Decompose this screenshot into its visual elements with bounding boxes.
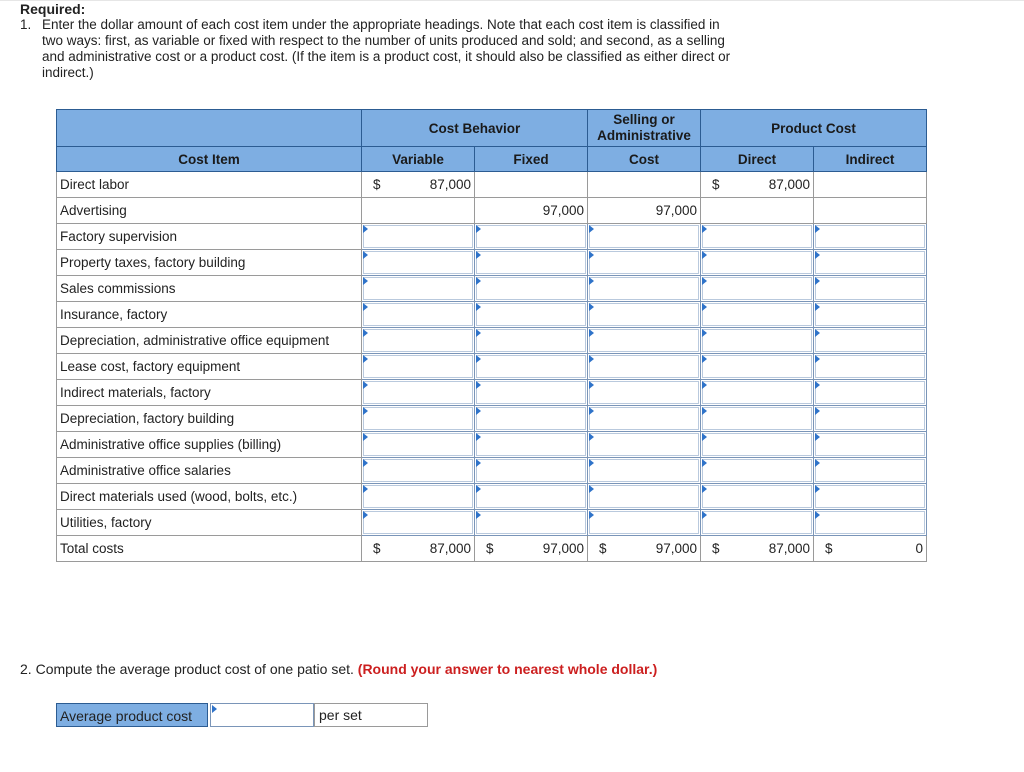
input-indirect[interactable] bbox=[814, 510, 927, 536]
input-box[interactable] bbox=[815, 225, 925, 248]
input-box[interactable] bbox=[363, 251, 473, 274]
cell-variable bbox=[362, 172, 475, 198]
table-row bbox=[57, 432, 927, 458]
row-label: Administrative office supplies (billing) bbox=[57, 432, 362, 458]
input-selling[interactable] bbox=[588, 250, 701, 276]
cell-selling bbox=[588, 198, 701, 224]
cell-direct bbox=[701, 198, 814, 224]
input-box[interactable] bbox=[589, 459, 699, 482]
total-fixed bbox=[475, 536, 588, 562]
input-fixed[interactable] bbox=[475, 380, 588, 406]
average-product-cost-input[interactable] bbox=[210, 703, 314, 727]
input-fixed[interactable] bbox=[475, 276, 588, 302]
header-cost-behavior: Cost Behavior bbox=[362, 110, 588, 147]
row-label: Depreciation, administrative office equipment bbox=[57, 328, 362, 354]
input-selling[interactable] bbox=[588, 224, 701, 250]
table-row bbox=[57, 276, 927, 302]
input-fixed[interactable] bbox=[475, 484, 588, 510]
input-variable[interactable] bbox=[362, 432, 475, 458]
input-indirect[interactable] bbox=[814, 458, 927, 484]
dollar-sign: $ bbox=[373, 541, 381, 556]
input-box[interactable] bbox=[476, 433, 586, 456]
total-direct bbox=[701, 536, 814, 562]
input-indirect[interactable] bbox=[814, 224, 927, 250]
total-value: 97,000 bbox=[542, 541, 584, 556]
input-box[interactable] bbox=[589, 225, 699, 248]
input-variable[interactable] bbox=[362, 406, 475, 432]
question-1-text: Enter the dollar amount of each cost item under the appropriate headings. Note that each cost item is classified in two ways: first, as variable or fixed with respect to the number of units produced and sold; and second, as a selling and administrative cost or a product cost. (If the item is a product cost, it should also be classified as either direct or indirect.) bbox=[42, 17, 731, 80]
input-box[interactable] bbox=[702, 459, 812, 482]
table-row bbox=[57, 302, 927, 328]
input-box[interactable] bbox=[476, 511, 586, 534]
row-label: Indirect materials, factory bbox=[57, 380, 362, 406]
input-box[interactable] bbox=[702, 277, 812, 300]
total-value: 87,000 bbox=[768, 541, 810, 556]
table-row bbox=[57, 484, 927, 510]
question-2-instruction: (Round your answer to nearest whole dollar.) bbox=[357, 661, 658, 677]
input-indirect[interactable] bbox=[814, 250, 927, 276]
input-box[interactable] bbox=[815, 407, 925, 430]
input-fixed[interactable] bbox=[475, 224, 588, 250]
dollar-sign: $ bbox=[825, 541, 833, 556]
col-fixed: Fixed bbox=[475, 147, 588, 172]
question-2-number: 2. bbox=[20, 661, 32, 677]
top-divider bbox=[0, 0, 1024, 1]
input-box[interactable] bbox=[815, 511, 925, 534]
dollar-sign: $ bbox=[373, 177, 381, 192]
input-fixed[interactable] bbox=[475, 458, 588, 484]
dollar-sign: $ bbox=[712, 541, 720, 556]
input-box[interactable] bbox=[363, 459, 473, 482]
table-row bbox=[57, 224, 927, 250]
row-label: Factory supervision bbox=[57, 224, 362, 250]
input-variable[interactable] bbox=[362, 380, 475, 406]
input-selling[interactable] bbox=[588, 302, 701, 328]
input-box[interactable] bbox=[589, 433, 699, 456]
input-box[interactable] bbox=[702, 303, 812, 326]
input-indirect[interactable] bbox=[814, 276, 927, 302]
input-variable[interactable] bbox=[362, 224, 475, 250]
input-fixed[interactable] bbox=[475, 406, 588, 432]
table-row bbox=[57, 406, 927, 432]
row-label: Advertising bbox=[57, 198, 362, 224]
input-box[interactable] bbox=[815, 277, 925, 300]
cell-indirect bbox=[814, 198, 927, 224]
average-product-cost-label: Average product cost bbox=[56, 703, 208, 727]
input-box[interactable] bbox=[363, 355, 473, 378]
input-indirect[interactable] bbox=[814, 380, 927, 406]
input-direct[interactable] bbox=[701, 328, 814, 354]
input-box[interactable] bbox=[476, 355, 586, 378]
table-row bbox=[57, 510, 927, 536]
question-2 bbox=[20, 661, 657, 677]
input-box[interactable] bbox=[815, 355, 925, 378]
input-box[interactable] bbox=[815, 433, 925, 456]
input-indirect[interactable] bbox=[814, 328, 927, 354]
input-box[interactable] bbox=[589, 329, 699, 352]
input-box[interactable] bbox=[815, 485, 925, 508]
total-selling bbox=[588, 536, 701, 562]
cell-value: 87,000 bbox=[429, 177, 471, 192]
input-direct[interactable] bbox=[701, 354, 814, 380]
cell-value: 87,000 bbox=[768, 177, 810, 192]
input-selling[interactable] bbox=[588, 276, 701, 302]
input-box[interactable] bbox=[589, 485, 699, 508]
dollar-sign: $ bbox=[599, 541, 607, 556]
input-direct[interactable] bbox=[701, 484, 814, 510]
total-variable bbox=[362, 536, 475, 562]
input-fixed[interactable] bbox=[475, 354, 588, 380]
input-box[interactable] bbox=[363, 303, 473, 326]
total-value: 87,000 bbox=[429, 541, 471, 556]
col-selling-cost: Cost bbox=[588, 147, 701, 172]
row-label: Lease cost, factory equipment bbox=[57, 354, 362, 380]
input-direct[interactable] bbox=[701, 510, 814, 536]
input-box[interactable] bbox=[476, 485, 586, 508]
input-box[interactable] bbox=[476, 251, 586, 274]
input-box[interactable] bbox=[363, 225, 473, 248]
input-box[interactable] bbox=[476, 459, 586, 482]
input-box[interactable] bbox=[815, 329, 925, 352]
input-box[interactable] bbox=[363, 407, 473, 430]
input-box[interactable] bbox=[702, 329, 812, 352]
input-variable[interactable] bbox=[362, 302, 475, 328]
input-box[interactable] bbox=[702, 251, 812, 274]
input-direct[interactable] bbox=[701, 250, 814, 276]
table-row bbox=[57, 250, 927, 276]
input-box[interactable] bbox=[589, 251, 699, 274]
input-box[interactable] bbox=[702, 511, 812, 534]
input-box[interactable] bbox=[476, 225, 586, 248]
input-direct[interactable] bbox=[701, 458, 814, 484]
col-variable: Variable bbox=[362, 147, 475, 172]
totals-label: Total costs bbox=[57, 536, 362, 562]
input-box[interactable] bbox=[589, 381, 699, 404]
input-box[interactable] bbox=[476, 381, 586, 404]
required-heading: Required: bbox=[20, 1, 86, 17]
input-fixed[interactable] bbox=[475, 302, 588, 328]
input-variable[interactable] bbox=[362, 484, 475, 510]
total-value: 0 bbox=[915, 541, 923, 556]
input-box[interactable] bbox=[589, 407, 699, 430]
row-label: Direct labor bbox=[57, 172, 362, 198]
input-box[interactable] bbox=[476, 329, 586, 352]
input-box[interactable] bbox=[702, 433, 812, 456]
input-indirect[interactable] bbox=[814, 484, 927, 510]
input-direct[interactable] bbox=[701, 276, 814, 302]
table-row bbox=[57, 198, 927, 224]
question-1 bbox=[20, 17, 740, 81]
input-direct[interactable] bbox=[701, 432, 814, 458]
col-direct: Direct bbox=[701, 147, 814, 172]
input-direct[interactable] bbox=[701, 380, 814, 406]
cell-selling bbox=[588, 172, 701, 198]
input-variable[interactable] bbox=[362, 458, 475, 484]
input-box[interactable] bbox=[363, 277, 473, 300]
row-label: Administrative office salaries bbox=[57, 458, 362, 484]
header-blank bbox=[57, 110, 362, 147]
dollar-sign: $ bbox=[712, 177, 720, 192]
header-selling-admin: Selling or Administrative bbox=[588, 110, 701, 147]
input-box[interactable] bbox=[363, 329, 473, 352]
input-selling[interactable] bbox=[588, 432, 701, 458]
input-box[interactable] bbox=[702, 407, 812, 430]
input-indirect[interactable] bbox=[814, 406, 927, 432]
col-cost-item: Cost Item bbox=[57, 147, 362, 172]
input-fixed[interactable] bbox=[475, 510, 588, 536]
table-row bbox=[57, 172, 927, 198]
cell-fixed bbox=[475, 198, 588, 224]
input-selling[interactable] bbox=[588, 406, 701, 432]
input-box[interactable] bbox=[815, 303, 925, 326]
input-box[interactable] bbox=[476, 277, 586, 300]
input-indirect[interactable] bbox=[814, 432, 927, 458]
question-2-text: Compute the average product cost of one patio set. bbox=[35, 661, 354, 677]
input-selling[interactable] bbox=[588, 380, 701, 406]
cost-classification-table bbox=[56, 109, 927, 562]
input-box[interactable] bbox=[589, 303, 699, 326]
input-box[interactable] bbox=[702, 485, 812, 508]
table-row bbox=[57, 328, 927, 354]
input-box[interactable] bbox=[476, 303, 586, 326]
input-selling[interactable] bbox=[588, 328, 701, 354]
cell-fixed bbox=[475, 172, 588, 198]
input-box[interactable] bbox=[363, 511, 473, 534]
input-fixed[interactable] bbox=[475, 328, 588, 354]
input-selling[interactable] bbox=[588, 458, 701, 484]
input-selling[interactable] bbox=[588, 354, 701, 380]
input-indirect[interactable] bbox=[814, 302, 927, 328]
table-row bbox=[57, 380, 927, 406]
input-direct[interactable] bbox=[701, 224, 814, 250]
input-fixed[interactable] bbox=[475, 432, 588, 458]
input-indirect[interactable] bbox=[814, 354, 927, 380]
cell-indirect bbox=[814, 172, 927, 198]
input-box[interactable] bbox=[815, 459, 925, 482]
input-direct[interactable] bbox=[701, 406, 814, 432]
input-variable[interactable] bbox=[362, 276, 475, 302]
input-box[interactable] bbox=[702, 225, 812, 248]
row-label: Utilities, factory bbox=[57, 510, 362, 536]
row-label: Sales commissions bbox=[57, 276, 362, 302]
row-label: Direct materials used (wood, bolts, etc.) bbox=[57, 484, 362, 510]
input-box[interactable] bbox=[589, 277, 699, 300]
input-fixed[interactable] bbox=[475, 250, 588, 276]
total-indirect bbox=[814, 536, 927, 562]
input-box[interactable] bbox=[363, 381, 473, 404]
cell-value: 97,000 bbox=[655, 203, 697, 218]
table-row bbox=[57, 458, 927, 484]
input-variable[interactable] bbox=[362, 250, 475, 276]
input-selling[interactable] bbox=[588, 484, 701, 510]
totals-row bbox=[57, 536, 927, 562]
header-product-cost: Product Cost bbox=[701, 110, 927, 147]
input-variable[interactable] bbox=[362, 354, 475, 380]
input-box[interactable] bbox=[476, 407, 586, 430]
input-box[interactable] bbox=[702, 355, 812, 378]
input-box[interactable] bbox=[589, 355, 699, 378]
per-set-unit: per set bbox=[314, 703, 428, 727]
question-1-number: 1. bbox=[20, 17, 32, 32]
row-label: Insurance, factory bbox=[57, 302, 362, 328]
row-label: Property taxes, factory building bbox=[57, 250, 362, 276]
input-variable[interactable] bbox=[362, 510, 475, 536]
row-label: Depreciation, factory building bbox=[57, 406, 362, 432]
cell-variable bbox=[362, 198, 475, 224]
cell-direct bbox=[701, 172, 814, 198]
input-box[interactable] bbox=[363, 433, 473, 456]
input-box[interactable] bbox=[702, 381, 812, 404]
cell-value: 97,000 bbox=[542, 203, 584, 218]
input-selling[interactable] bbox=[588, 510, 701, 536]
input-box[interactable] bbox=[589, 511, 699, 534]
dollar-sign: $ bbox=[486, 541, 494, 556]
input-variable[interactable] bbox=[362, 328, 475, 354]
col-indirect: Indirect bbox=[814, 147, 927, 172]
total-value: 97,000 bbox=[655, 541, 697, 556]
input-box[interactable] bbox=[363, 485, 473, 508]
table-row bbox=[57, 354, 927, 380]
input-box[interactable] bbox=[815, 251, 925, 274]
input-direct[interactable] bbox=[701, 302, 814, 328]
input-box[interactable] bbox=[815, 381, 925, 404]
